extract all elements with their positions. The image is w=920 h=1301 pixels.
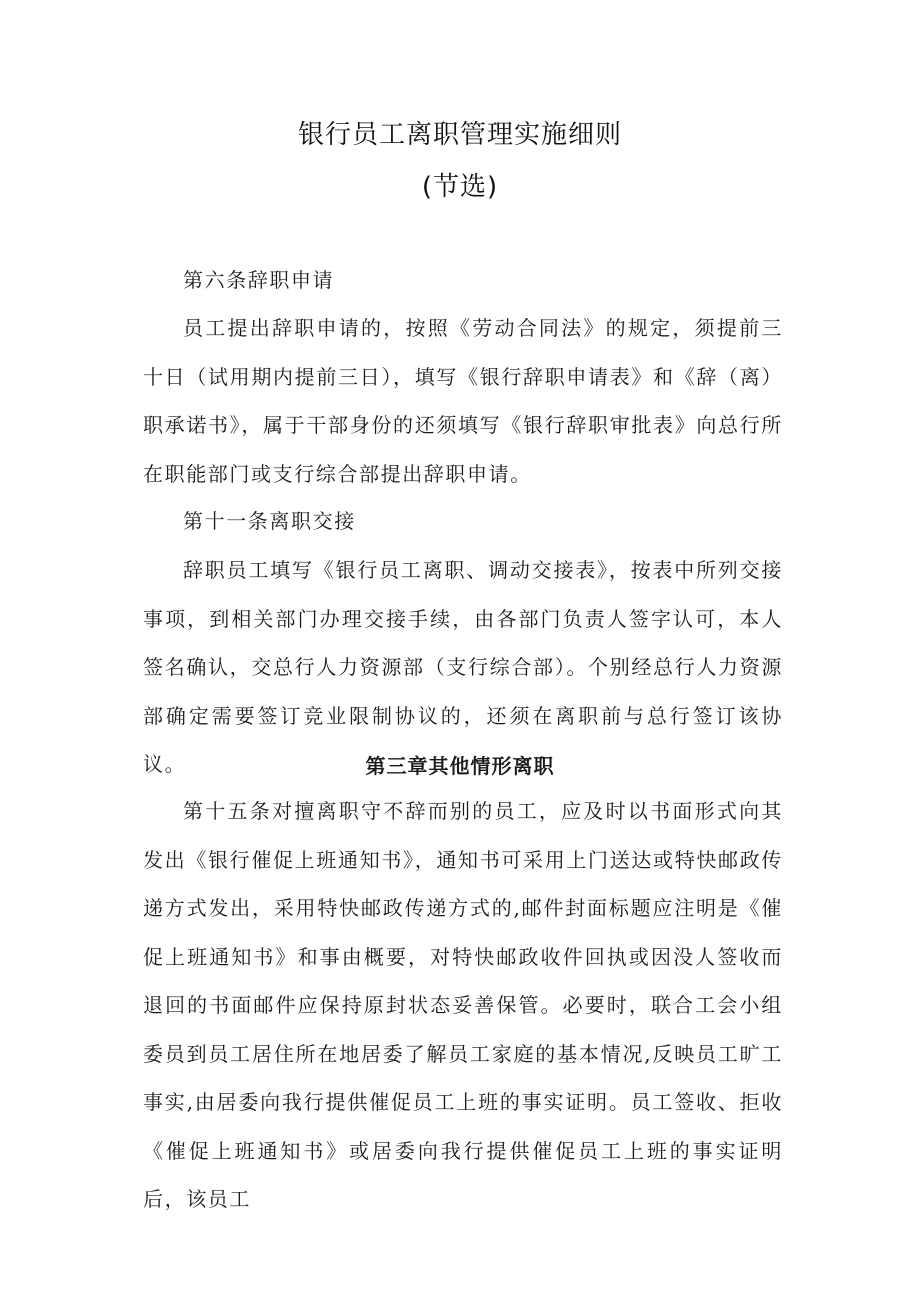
article-6-body: 员工提出辞职申请的，按照《劳动合同法》的规定，须提前三十日（试用期内提前三日），填写《银行辞职申请表》和《辞（离）职承诺书》，属于干部身份的还须填写《银行辞职审批表》向总行所在职能部门或支行综合部提出辞职申请。 bbox=[143, 316, 783, 486]
chapter-3-heading: 第三章其他情形离职 bbox=[365, 754, 555, 778]
article-11-body: 辞职员工填写《银行员工离职、调动交接表》，按表中所列交接事项，到相关部门办理交接手续，由各部门负责人签字认可，本人签名确认，交总行人力资源部（支行综合部）。个别经总行人力资源部确定需要签订竞业限制协议的，还须在离职前与总行签订该协议。 bbox=[143, 558, 783, 776]
article-6-heading: 第六条辞职申请 bbox=[183, 268, 335, 292]
article-15-body: 第十五条对擅离职守不辞而别的员工，应及时以书面形式向其发出《银行催促上班通知书》，通知书可采用上门送达或特快邮政传递方式发出，采用特快邮政传递方式的,邮件封面标题应注明是《催促上班通知书》和事由概要，对特快邮政收件回执或因没人签收而退回的书面邮件应保持原封状态妥善保管。必要时，联合工会小组委员到员工居住所在地居委了解员工家庭的基本情况,反映员工旷工事实,由居委向我行提供催促员工上班的事实证明。员工签收、拒收《催促上班通知书》或居委向我行提供催促员工上班的事实证明后，该员工 bbox=[143, 799, 783, 1211]
article-11-heading: 第十一条离职交接 bbox=[183, 509, 356, 533]
document-subtitle: (节选) bbox=[421, 172, 499, 202]
document-title: 银行员工离职管理实施细则 bbox=[297, 120, 622, 150]
